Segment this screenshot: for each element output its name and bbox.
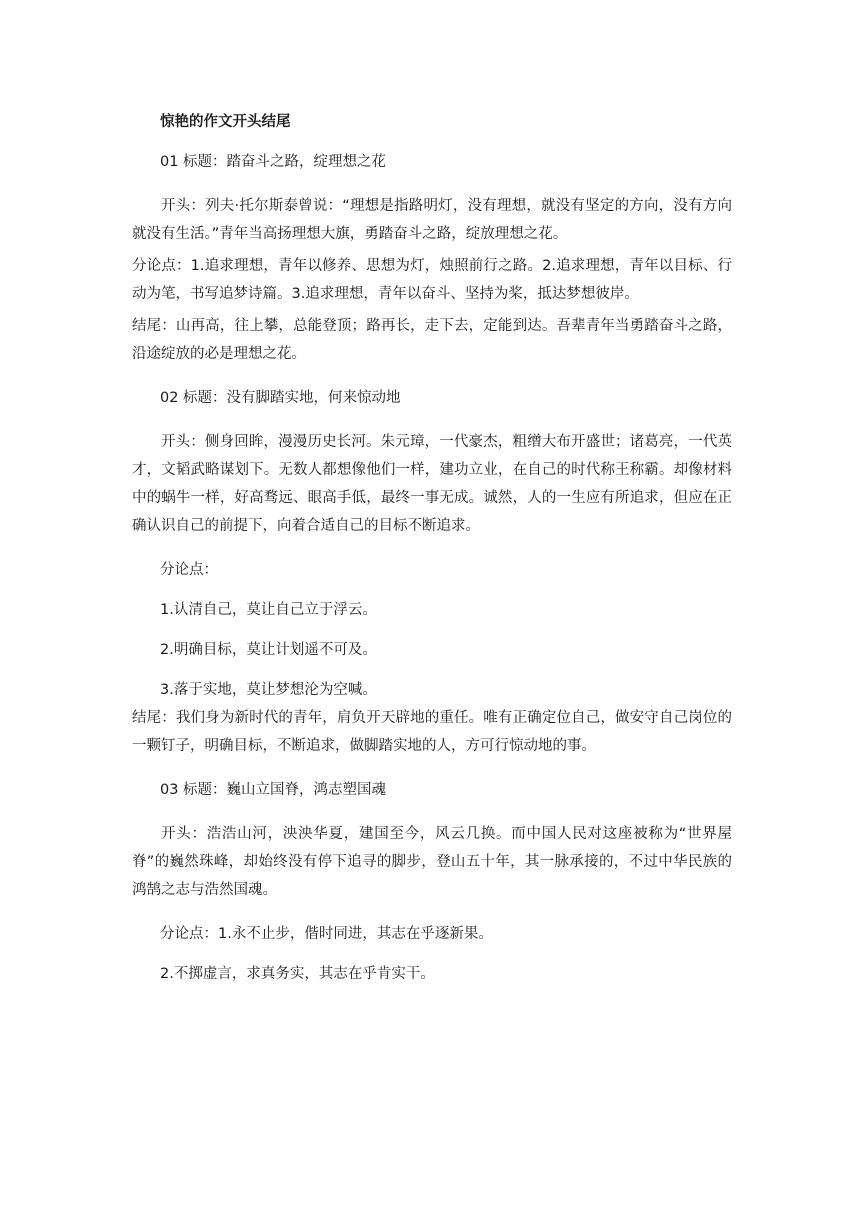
- section-02-point-2: 2.明确目标，莫让计划遥不可及。: [160, 642, 377, 658]
- section-02-opening: 开头：侧身回眸，漫漫历史长河。朱元璋，一代豪杰，粗缯大布开盛世；诸葛亮，一代英才，文韬武略谋划下。无数人都想像他们一样，建功立业，在自己的时代称王称霸。却像材料中的蜗牛一样，好高骛远、眼高手低，最终一事无成。诚然，人的一生应有所追求，但应在正确认识自己的前提下，向着合适自己的目标不断追求。: [132, 434, 732, 534]
- section-03-point-2: 2.不掷虚言，求真务实，其志在乎肯实干。: [160, 966, 435, 982]
- section-01-ending: 结尾：山再高，往上攀，总能登顶；路再长，走下去，定能到达。吾辈青年当勇踏奋斗之路，沿途绽放的必是理想之花。: [132, 318, 732, 362]
- section-03-heading: 03 标题：巍山立国脊，鸿志塑国魂: [160, 782, 387, 798]
- section-03-point-1: 分论点：1.永不止步，偕时同进，其志在乎逐新果。: [160, 926, 493, 942]
- section-02-point-3: 3.落于实地，莫让梦想沦为空喊。: [160, 682, 377, 698]
- section-01-opening: 开头：列夫·托尔斯泰曾说：“理想是指路明灯，没有理想，就没有坚定的方向，没有方向就没有生活。”青年当高扬理想大旗，勇踏奋斗之路，绽放理想之花。: [132, 198, 732, 242]
- section-02-heading: 02 标题：没有脚踏实地，何来惊动地: [160, 390, 401, 406]
- section-03-opening: 开头：浩浩山河，泱泱华夏，建国至今，风云几换。而中国人民对这座被称为“世界屋脊”的巍然珠峰，却始终没有停下追寻的脚步，登山五十年，其一脉承接的，不过中华民族的鸿鹄之志与浩然国魂。: [132, 826, 732, 898]
- section-01-points: 分论点：1.追求理想，青年以修养、思想为灯，烛照前行之路。2.追求理想，青年以目标、行动为笔，书写追梦诗篇。3.追求理想，青年以奋斗、坚持为桨，抵达梦想彼岸。: [132, 258, 732, 302]
- section-02-ending: 结尾：我们身为新时代的青年，肩负开天辟地的重任。唯有正确定位自己，做安守自己岗位的一颗钉子，明确目标，不断追求，做脚踏实地的人，方可行惊动地的事。: [132, 710, 732, 754]
- section-01-heading: 01 标题：踏奋斗之路，绽理想之花: [160, 154, 387, 170]
- section-02-points-label: 分论点：: [160, 562, 218, 578]
- document-title: 惊艳的作文开头结尾: [160, 114, 291, 130]
- section-02-point-1: 1.认清自己，莫让自己立于浮云。: [160, 602, 377, 618]
- document-body: [132, 112, 732, 984]
